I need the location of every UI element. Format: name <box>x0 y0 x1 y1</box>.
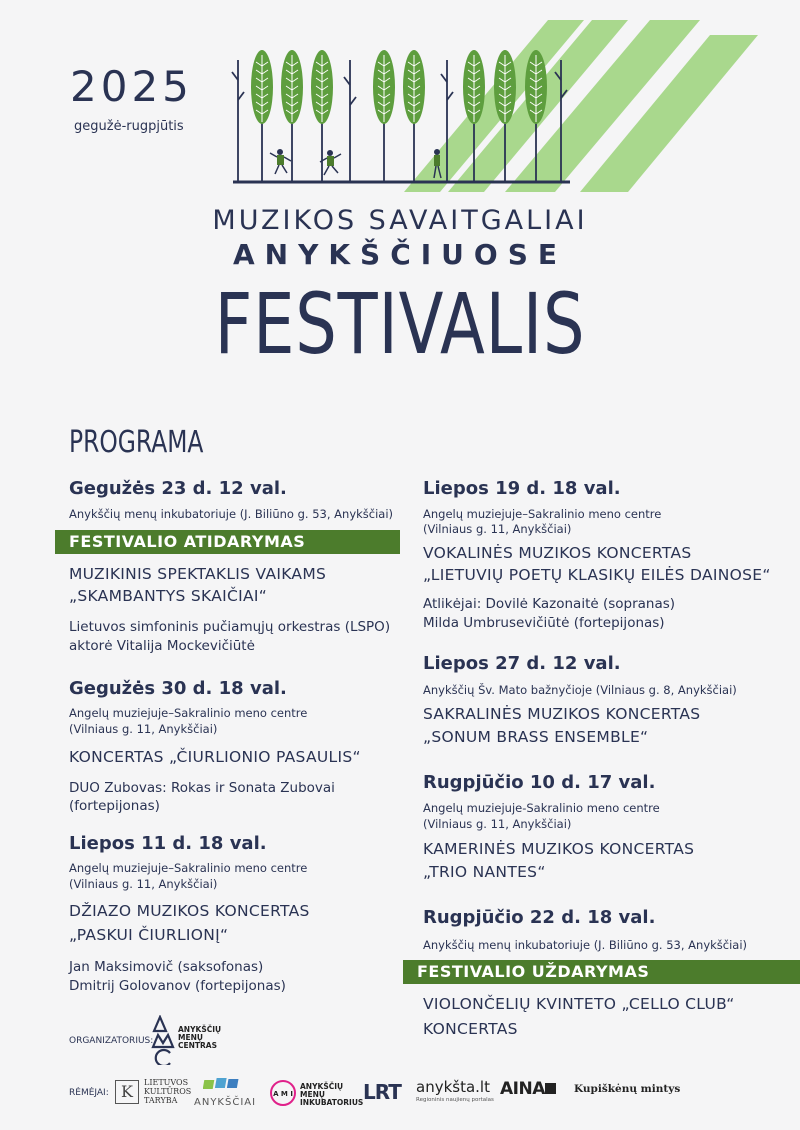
event-title: DŽIAZO MUZIKOS KONCERTAS <box>69 902 310 920</box>
event-title: KONCERTAS <box>423 1020 518 1038</box>
sponsor-aina: AINA <box>500 1079 545 1099</box>
event-performers: Milda Umbrusevičiūtė (fortepijonas) <box>423 615 665 631</box>
event-venue: Angelų muziejuje–Sakralinio meno centre <box>423 507 662 521</box>
event-title: MUZIKINIS SPEKTAKLIS VAIKAMS <box>69 565 327 583</box>
tree-icon <box>373 50 395 182</box>
event-performers: Lietuvos simfoninis pučiamųjų orkestras (LSPO) <box>69 619 391 635</box>
title-main: FESTIVALIS <box>214 275 586 373</box>
sponsor-anyksta: anykšta.lt <box>416 1078 490 1096</box>
event-performers: aktorė Vitalija Mockevičiūtė <box>69 638 255 654</box>
organizer-name: ANYKŠČIŲ MENŲ CENTRAS <box>178 1025 222 1050</box>
event-date: Gegužės 23 d. 12 val. <box>69 478 287 499</box>
inkubatorius-logo-icon <box>268 1078 298 1108</box>
event-venue: Angelų muziejuje–Sakralinio meno centre <box>69 861 308 875</box>
event-date: Gegužės 30 d. 18 val. <box>69 678 287 699</box>
event-title: „SKAMBANTYS SKAIČIAI“ <box>69 587 268 605</box>
event-title: „TRIO NANTES“ <box>423 863 546 881</box>
festival-year: 2025 <box>70 62 193 111</box>
event-venue: Anykščių Šv. Mato bažnyčioje (Vilniaus g. 8, Anykščiai) <box>423 683 737 697</box>
dancer-figure <box>270 149 291 174</box>
event-date: Liepos 19 d. 18 val. <box>423 478 621 499</box>
organizer-label: ORGANIZATORIUS: <box>69 1036 154 1046</box>
event-venue: (Vilniaus g. 11, Anykščiai) <box>69 722 218 736</box>
event-title: VIOLONČELIŲ KVINTETO „CELLO CLUB“ <box>423 995 735 1013</box>
event-title: „LIETUVIŲ POETŲ KLASIKŲ EILĖS DAINOSE“ <box>423 566 771 584</box>
event-performers: Jan Maksimovič (saksofonas) <box>69 959 264 975</box>
event-title: „PASKUI ČIURLIONĮ“ <box>69 926 229 944</box>
event-venue: Anykščių menų inkubatoriuje (J. Biliūno g. 53, Anykščiai) <box>69 507 394 521</box>
event-title: SAKRALINĖS MUZIKOS KONCERTAS <box>423 705 701 723</box>
event-performers: Dmitrij Golovanov (fortepijonas) <box>69 978 286 994</box>
event-date: Rugpjūčio 10 d. 17 val. <box>423 772 656 793</box>
ltkt-logo-icon: K <box>115 1080 139 1104</box>
event-venue: (Vilniaus g. 11, Anykščiai) <box>423 817 572 831</box>
sponsor-inkubatorius: ANYKŠČIŲ MENŲ INKUBATORIUS <box>300 1082 364 1107</box>
event-performers: (fortepijonas) <box>69 798 160 814</box>
event-title: VOKALINĖS MUZIKOS KONCERTAS <box>423 544 692 562</box>
title-line-1: MUZIKOS SAVAITGALIAI <box>212 205 588 236</box>
sponsor-ltkt: LIETUVOS KULTŪROS TARYBA <box>144 1078 192 1105</box>
anyksciai-logo-icon <box>203 1076 243 1092</box>
program-heading: PROGRAMA <box>69 425 204 460</box>
closing-banner: FESTIVALIO UŽDARYMAS <box>403 960 800 984</box>
event-venue: Angelų muziejuje–Sakralinio meno centre <box>69 706 308 720</box>
event-title: KONCERTAS „ČIURLIONIO PASAULIS“ <box>69 748 361 766</box>
sponsor-lrt: LRT <box>363 1080 401 1104</box>
event-date: Liepos 11 d. 18 val. <box>69 833 267 854</box>
sponsor-kupiskenu: Kupiškėnų mintys <box>574 1083 681 1095</box>
event-venue: Anykščių menų inkubatoriuje (J. Biliūno g. 53, Anykščiai) <box>423 938 748 952</box>
title-line-2: ANYKŠČIUOSE <box>232 238 568 271</box>
event-venue: (Vilniaus g. 11, Anykščiai) <box>423 522 572 536</box>
event-venue: Angelų muziejuje-Sakralinio meno centre <box>423 801 660 815</box>
tree-icon <box>281 50 303 182</box>
sponsors-label: RĖMĖJAI: <box>69 1088 109 1098</box>
event-performers: DUO Zubovas: Rokas ir Sonata Zubovai <box>69 780 335 796</box>
dancer-figure <box>320 150 341 175</box>
event-title: KAMERINĖS MUZIKOS KONCERTAS <box>423 840 695 858</box>
sponsor-anyksta-subtitle: Regioninis naujienų portalas <box>416 1097 494 1103</box>
event-date: Rugpjūčio 22 d. 18 val. <box>423 907 656 928</box>
event-venue: (Vilniaus g. 11, Anykščiai) <box>69 877 218 891</box>
festival-dates: gegužė-rugpjūtis <box>74 119 184 134</box>
event-performers: Atlikėjai: Dovilė Kazonaitė (sopranas) <box>423 596 676 612</box>
event-date: Liepos 27 d. 12 val. <box>423 653 621 674</box>
sponsor-anyksciai: ANYKŠČIAI <box>194 1097 257 1108</box>
organizer-logo-icon <box>150 1015 178 1065</box>
aina-logo-icon <box>545 1083 556 1094</box>
tree-icon <box>403 50 425 182</box>
svg-text:A M I: A M I <box>273 1090 293 1098</box>
opening-banner: FESTIVALIO ATIDARYMAS <box>55 530 400 554</box>
tree-icon <box>251 50 273 182</box>
event-title: „SONUM BRASS ENSEMBLE“ <box>423 728 649 746</box>
